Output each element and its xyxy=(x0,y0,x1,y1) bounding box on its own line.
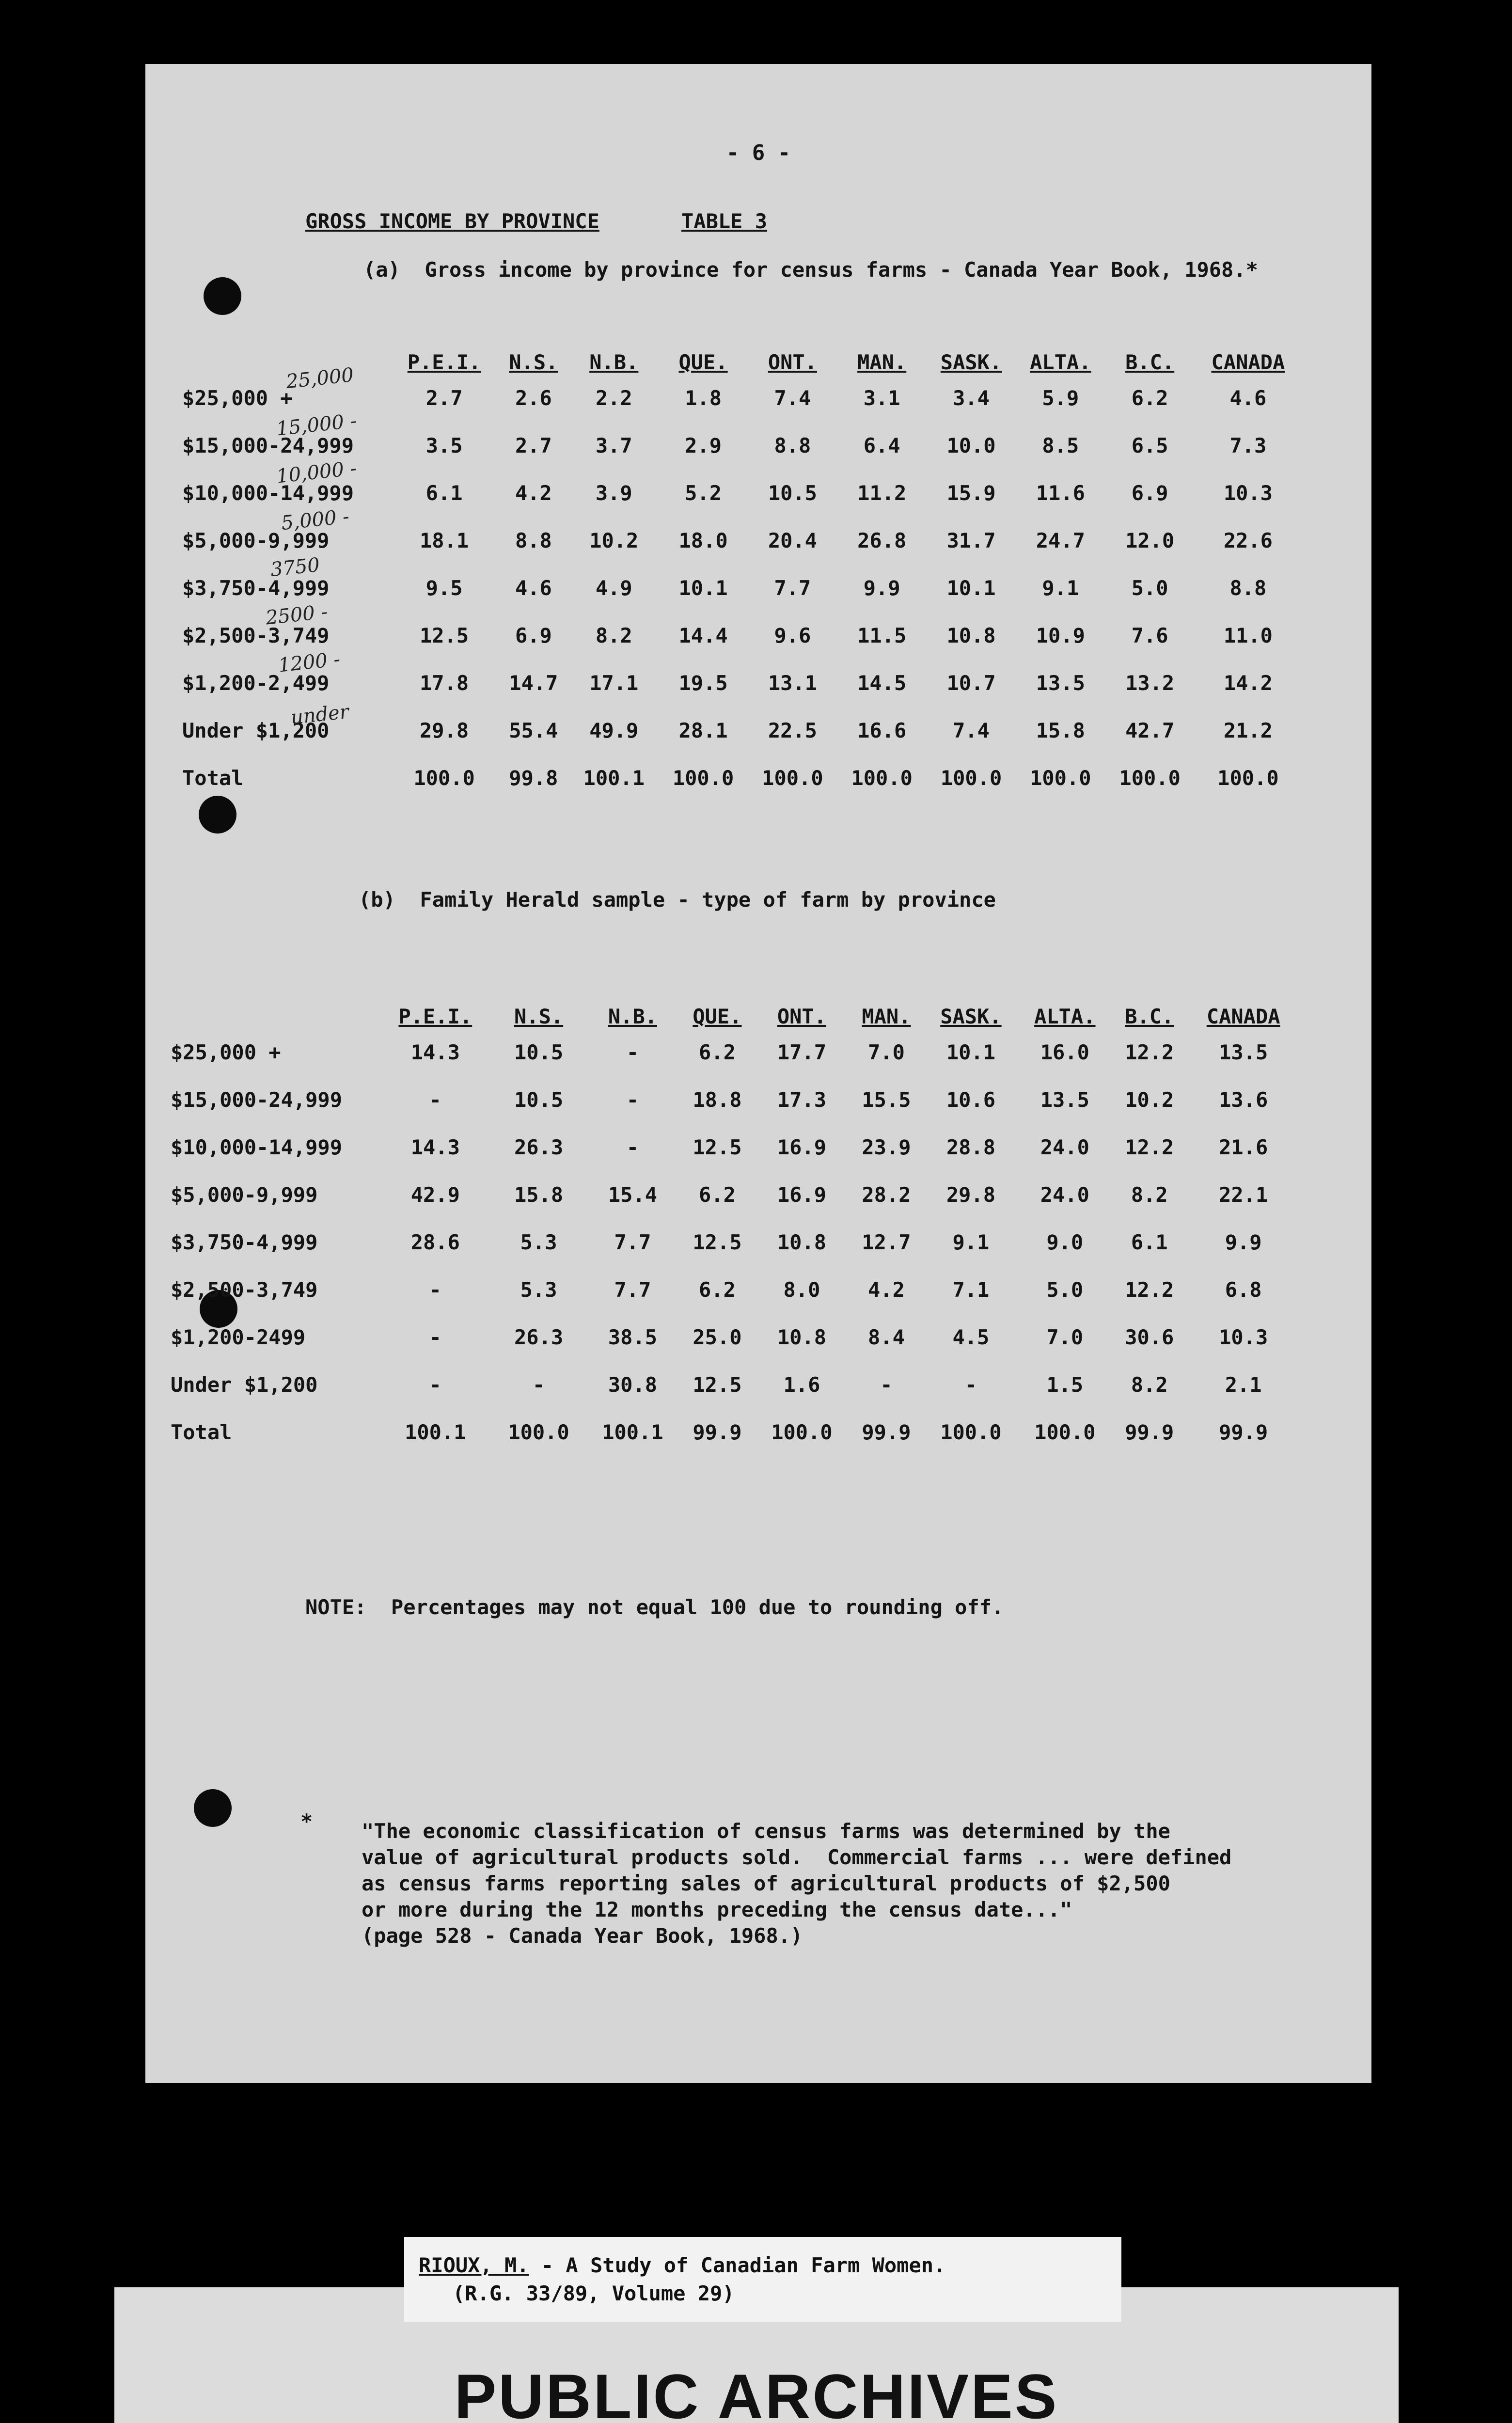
reference-author: RIOUX, M. xyxy=(419,2253,529,2277)
table-cell: 31.7 xyxy=(946,528,996,552)
table-cell: 100.0 xyxy=(771,1420,833,1444)
table-cell: 24.0 xyxy=(1040,1182,1089,1207)
row-label: $1,200-2,499 xyxy=(182,671,330,695)
table-cell: 24.7 xyxy=(1036,528,1085,552)
row-label: $5,000-9,999 xyxy=(171,1182,318,1207)
table-cell: 29.8 xyxy=(420,718,469,742)
table-cell: 6.1 xyxy=(425,481,463,505)
table-cell: 100.0 xyxy=(1030,766,1091,790)
table-row xyxy=(171,1171,1300,1218)
column-header-sask: SASK. xyxy=(940,1005,1002,1028)
table-cell: 26.8 xyxy=(857,528,907,552)
table-cell: 100.0 xyxy=(413,766,475,790)
table-cell: 7.7 xyxy=(614,1277,651,1302)
table-cell: 10.3 xyxy=(1219,1325,1268,1349)
table-cell: 29.8 xyxy=(946,1182,995,1207)
table-cell: 18.1 xyxy=(420,528,469,552)
table-cell: 3.4 xyxy=(953,386,990,410)
table-cell: - xyxy=(880,1372,893,1397)
table-cell: 4.5 xyxy=(952,1325,990,1349)
table-cell: 5.9 xyxy=(1042,386,1079,410)
table-cell: 10.8 xyxy=(777,1325,827,1349)
table-cell: 1.5 xyxy=(1046,1372,1084,1397)
handwritten-note: 2500 - xyxy=(264,600,329,629)
table-cell: 9.9 xyxy=(863,576,900,600)
table-cell: 16.9 xyxy=(777,1135,827,1159)
table-cell: 4.2 xyxy=(515,481,552,505)
table-cell: 8.2 xyxy=(1131,1182,1168,1207)
column-header-nb: N.B. xyxy=(608,1005,658,1028)
row-label: $25,000 + xyxy=(171,1040,281,1064)
table-cell: 9.1 xyxy=(1042,576,1079,600)
column-header-canada: CANADA xyxy=(1206,1005,1280,1028)
table-cell: 15.4 xyxy=(608,1182,658,1207)
table-row xyxy=(182,564,1302,612)
table-cell: 10.1 xyxy=(946,1040,995,1064)
table-cell: 8.0 xyxy=(783,1277,820,1302)
table-cell: 99.9 xyxy=(693,1420,742,1444)
table-row xyxy=(182,517,1302,564)
table-cell: 12.2 xyxy=(1125,1040,1174,1064)
table-cell: 2.9 xyxy=(685,433,722,457)
table-row xyxy=(182,612,1302,659)
row-label: $10,000-14,999 xyxy=(171,1135,343,1159)
table-cell: 14.3 xyxy=(410,1135,460,1159)
table-cell: 8.8 xyxy=(515,528,552,552)
table-cell: 12.2 xyxy=(1125,1277,1174,1302)
reference-citation xyxy=(419,2253,945,2277)
table-cell: 100.0 xyxy=(851,766,913,790)
table-cell: 6.1 xyxy=(1131,1230,1168,1254)
column-header-pei: P.E.I. xyxy=(407,350,481,374)
table-cell: 12.5 xyxy=(693,1230,742,1254)
table-cell: 12.0 xyxy=(1125,528,1175,552)
table-cell: 100.1 xyxy=(602,1420,663,1444)
table-cell: 22.5 xyxy=(768,718,817,742)
table-cell: 1.6 xyxy=(783,1372,820,1397)
table-cell: 100.0 xyxy=(940,1420,1002,1444)
column-header-nb: N.B. xyxy=(589,350,639,374)
table-cell: 19.5 xyxy=(678,671,728,695)
table-cell: 4.9 xyxy=(595,576,632,600)
column-header-ont: ONT. xyxy=(777,1005,827,1028)
table-cell: 5.3 xyxy=(520,1230,557,1254)
table-cell: - xyxy=(626,1040,639,1064)
handwritten-note: under xyxy=(289,700,350,729)
table-cell: 1.8 xyxy=(685,386,722,410)
table-cell: 5.0 xyxy=(1046,1277,1084,1302)
column-header-pei: P.E.I. xyxy=(398,1005,472,1028)
table-cell: 26.3 xyxy=(514,1135,564,1159)
table-row xyxy=(171,1313,1300,1361)
table-row xyxy=(182,659,1302,707)
table-cell: 18.8 xyxy=(693,1087,742,1112)
table-cell: 8.4 xyxy=(868,1325,905,1349)
table-cell: - xyxy=(532,1372,545,1397)
table-cell: 7.1 xyxy=(952,1277,990,1302)
table-cell: 9.5 xyxy=(425,576,463,600)
table-cell: - xyxy=(964,1372,977,1397)
column-header-man: MAN. xyxy=(857,350,907,374)
table-cell: 100.0 xyxy=(1217,766,1279,790)
table-cell: 8.2 xyxy=(1131,1372,1168,1397)
table-cell: 6.9 xyxy=(515,623,552,647)
table-cell: 8.5 xyxy=(1042,433,1079,457)
table-cell: 10.6 xyxy=(946,1087,995,1112)
row-label: $15,000-24,999 xyxy=(171,1087,343,1112)
row-label: $1,200-2499 xyxy=(171,1325,306,1349)
reference-record-group: (R.G. 33/89, Volume 29) xyxy=(453,2281,735,2305)
table-row xyxy=(171,1123,1300,1171)
row-label: $15,000-24,999 xyxy=(182,433,354,457)
table-cell: 10.0 xyxy=(946,433,996,457)
table-cell: 7.7 xyxy=(774,576,811,600)
table-row xyxy=(171,1361,1300,1408)
table-cell: 22.1 xyxy=(1219,1182,1268,1207)
row-label: $2,500-3,749 xyxy=(171,1277,318,1302)
table-cell: 13.2 xyxy=(1125,671,1175,695)
table-cell: 8.8 xyxy=(774,433,811,457)
table-cell: 2.1 xyxy=(1225,1372,1262,1397)
handwritten-note: 15,000 - xyxy=(275,409,358,441)
table-cell: 16.0 xyxy=(1040,1040,1089,1064)
table-cell: 4.6 xyxy=(1229,386,1267,410)
row-label: Total xyxy=(171,1420,232,1444)
table-cell: 2.6 xyxy=(515,386,552,410)
row-label: Total xyxy=(182,766,244,790)
table-cell: 15.8 xyxy=(1036,718,1085,742)
row-label: $25,000 + xyxy=(182,386,293,410)
row-label: $3,750-4,999 xyxy=(182,576,330,600)
table-cell: 55.4 xyxy=(509,718,558,742)
report-title: GROSS INCOME BY PROVINCE xyxy=(305,209,599,233)
table-cell: 16.6 xyxy=(857,718,907,742)
table-cell: 7.6 xyxy=(1131,623,1168,647)
table-cell: - xyxy=(626,1135,639,1159)
table-cell: 42.9 xyxy=(410,1182,460,1207)
table-label: TABLE 3 xyxy=(681,209,768,233)
table-cell: 11.6 xyxy=(1036,481,1085,505)
table-cell: - xyxy=(429,1087,441,1112)
table-cell: 3.5 xyxy=(425,433,463,457)
table-cell: 6.4 xyxy=(863,433,900,457)
table-cell: 6.2 xyxy=(699,1277,736,1302)
table-cell: 100.0 xyxy=(762,766,823,790)
column-header-bc: B.C. xyxy=(1125,350,1175,374)
row-label: Under $1,200 xyxy=(182,718,330,742)
table-cell: 24.0 xyxy=(1040,1135,1089,1159)
table-cell: 18.0 xyxy=(678,528,728,552)
table-cell: 100.0 xyxy=(1034,1420,1096,1444)
table-cell: 11.0 xyxy=(1223,623,1273,647)
table-cell: 7.7 xyxy=(614,1230,651,1254)
table-cell: 2.2 xyxy=(595,386,632,410)
table-cell: 10.2 xyxy=(589,528,639,552)
table-cell: 11.2 xyxy=(857,481,907,505)
table-cell: 15.5 xyxy=(862,1087,911,1112)
table-cell: 10.1 xyxy=(946,576,996,600)
table-a-caption: (a) Gross income by province for census farms - Canada Year Book, 1968.* xyxy=(363,258,1258,282)
row-label: $5,000-9,999 xyxy=(182,528,330,552)
table-cell: 10.9 xyxy=(1036,623,1085,647)
rounding-note: NOTE: Percentages may not equal 100 due to rounding off. xyxy=(305,1595,1004,1619)
table-cell: 12.5 xyxy=(693,1372,742,1397)
handwritten-note: 10,000 - xyxy=(275,457,358,488)
table-cell: - xyxy=(626,1087,639,1112)
table-a-header-label xyxy=(182,321,391,374)
table-cell: 22.6 xyxy=(1223,528,1273,552)
table-cell: 30.6 xyxy=(1125,1325,1174,1349)
table-cell: 12.5 xyxy=(693,1135,742,1159)
table-cell: - xyxy=(429,1372,441,1397)
column-header-ns: N.S. xyxy=(509,350,558,374)
table-cell: 3.1 xyxy=(863,386,900,410)
document-page xyxy=(145,64,1371,2083)
table-cell: 14.5 xyxy=(857,671,907,695)
table-cell: 6.2 xyxy=(1131,386,1168,410)
table-cell: 13.1 xyxy=(768,671,817,695)
table-cell: 4.6 xyxy=(515,576,552,600)
table-cell: 3.9 xyxy=(595,481,632,505)
row-label: $3,750-4,999 xyxy=(171,1230,318,1254)
table-cell: 28.6 xyxy=(410,1230,460,1254)
punch-hole xyxy=(194,1789,232,1827)
table-cell: 100.0 xyxy=(672,766,734,790)
footnote-marker: * xyxy=(300,1809,313,1833)
table-cell: 14.7 xyxy=(509,671,558,695)
table-cell: 9.9 xyxy=(1225,1230,1262,1254)
column-header-ont: ONT. xyxy=(768,350,817,374)
column-header-que: QUE. xyxy=(678,350,728,374)
table-cell: 14.4 xyxy=(678,623,728,647)
table-cell: 23.9 xyxy=(862,1135,911,1159)
table-cell: 3.7 xyxy=(595,433,632,457)
page-number: - 6 - xyxy=(726,141,791,165)
table-cell: 6.9 xyxy=(1131,481,1168,505)
column-header-canada: CANADA xyxy=(1211,350,1285,374)
handwritten-note: 25,000 xyxy=(284,363,355,393)
table-cell: 2.7 xyxy=(515,433,552,457)
table-cell: 10.5 xyxy=(514,1040,564,1064)
row-label: Under $1,200 xyxy=(171,1372,318,1397)
table-cell: 28.2 xyxy=(862,1182,911,1207)
table-cell: 15.8 xyxy=(514,1182,564,1207)
table-a xyxy=(182,321,1302,802)
column-header-alta: ALTA. xyxy=(1030,350,1091,374)
row-label: $2,500-3,749 xyxy=(182,623,330,647)
table-cell: 9.1 xyxy=(952,1230,990,1254)
column-header-sask: SASK. xyxy=(940,350,1002,374)
reference-title: - A Study of Canadian Farm Women. xyxy=(529,2253,946,2277)
table-cell: 10.7 xyxy=(946,671,996,695)
table-b-caption: (b) Family Herald sample - type of farm by province xyxy=(359,888,996,912)
table-cell: 10.1 xyxy=(678,576,728,600)
column-header-alta: ALTA. xyxy=(1034,1005,1096,1028)
table-cell: 7.4 xyxy=(774,386,811,410)
table-cell: 28.8 xyxy=(946,1135,995,1159)
handwritten-note: 5,000 - xyxy=(280,505,350,535)
table-cell: 12.5 xyxy=(420,623,469,647)
table-cell: 8.2 xyxy=(595,623,632,647)
table-cell: 12.7 xyxy=(862,1230,911,1254)
table-row xyxy=(171,1218,1300,1266)
table-cell: 13.5 xyxy=(1040,1087,1089,1112)
table-cell: 10.8 xyxy=(946,623,996,647)
table-cell: 42.7 xyxy=(1125,718,1175,742)
table-cell: 8.8 xyxy=(1229,576,1267,600)
handwritten-note: 3750 xyxy=(269,553,321,582)
stamp-line-public-archives: PUBLIC ARCHIVES xyxy=(454,2361,1059,2423)
table-cell: 5.0 xyxy=(1131,576,1168,600)
table-cell: 100.0 xyxy=(1119,766,1181,790)
column-header-ns: N.S. xyxy=(514,1005,564,1028)
table-cell: 7.0 xyxy=(868,1040,905,1064)
table-cell: 13.5 xyxy=(1219,1040,1268,1064)
table-cell: 17.3 xyxy=(777,1087,827,1112)
table-cell: 7.0 xyxy=(1046,1325,1084,1349)
handwritten-note: 1200 - xyxy=(277,648,342,677)
table-b-header-row xyxy=(171,975,1300,1028)
archive-reference-label xyxy=(404,2237,1121,2322)
table-cell: 21.6 xyxy=(1219,1135,1268,1159)
table-b xyxy=(171,975,1300,1456)
table-row xyxy=(171,1266,1300,1313)
table-cell: 10.8 xyxy=(777,1230,827,1254)
table-cell: 100.0 xyxy=(940,766,1002,790)
table-row xyxy=(171,1076,1300,1123)
table-cell: 2.7 xyxy=(425,386,463,410)
table-cell: 6.5 xyxy=(1131,433,1168,457)
table-cell: 10.5 xyxy=(514,1087,564,1112)
table-cell: 99.8 xyxy=(509,766,558,790)
table-cell: 7.4 xyxy=(953,718,990,742)
row-label: $10,000-14,999 xyxy=(182,481,354,505)
table-cell: 100.1 xyxy=(583,766,645,790)
table-cell: 49.9 xyxy=(589,718,639,742)
table-cell: 6.8 xyxy=(1225,1277,1262,1302)
table-cell: 99.9 xyxy=(1219,1420,1268,1444)
table-cell: 99.9 xyxy=(1125,1420,1174,1444)
table-cell: 5.2 xyxy=(685,481,722,505)
table-cell: 9.0 xyxy=(1046,1230,1084,1254)
table-row xyxy=(171,1408,1300,1456)
table-cell: 10.3 xyxy=(1223,481,1273,505)
table-cell: 16.9 xyxy=(777,1182,827,1207)
table-cell: - xyxy=(429,1277,441,1302)
table-cell: 12.2 xyxy=(1125,1135,1174,1159)
table-cell: 13.5 xyxy=(1036,671,1085,695)
footnote-text: "The economic classification of census farms was determined by the value of agricultural products sold. Commercial farms ... were defined as census farms reporting sales of agricultural products of $2,500 or more during the 12 months preceding the census date..." (page 528 - Canada Year Book, 1968.) xyxy=(362,1819,1232,1948)
table-cell: 25.0 xyxy=(693,1325,742,1349)
column-header-que: QUE. xyxy=(693,1005,742,1028)
table-cell: 17.1 xyxy=(589,671,639,695)
table-cell: 100.1 xyxy=(405,1420,466,1444)
table-cell: - xyxy=(429,1325,441,1349)
punch-hole xyxy=(204,277,241,315)
table-cell: 7.3 xyxy=(1229,433,1267,457)
table-cell: 4.2 xyxy=(868,1277,905,1302)
table-cell: 5.3 xyxy=(520,1277,557,1302)
table-row xyxy=(171,1028,1300,1076)
table-cell: 100.0 xyxy=(508,1420,569,1444)
table-cell: 17.8 xyxy=(420,671,469,695)
table-cell: 11.5 xyxy=(857,623,907,647)
table-cell: 15.9 xyxy=(946,481,996,505)
table-row xyxy=(182,754,1302,802)
table-cell: 14.3 xyxy=(410,1040,460,1064)
table-cell: 21.2 xyxy=(1223,718,1273,742)
table-cell: 28.1 xyxy=(678,718,728,742)
table-cell: 10.5 xyxy=(768,481,817,505)
table-cell: 6.2 xyxy=(699,1182,736,1207)
table-cell: 9.6 xyxy=(774,623,811,647)
table-row xyxy=(182,707,1302,754)
table-cell: 38.5 xyxy=(608,1325,658,1349)
table-cell: 13.6 xyxy=(1219,1087,1268,1112)
column-header-bc: B.C. xyxy=(1125,1005,1174,1028)
column-header-man: MAN. xyxy=(862,1005,911,1028)
table-cell: 10.2 xyxy=(1125,1087,1174,1112)
table-cell: 14.2 xyxy=(1223,671,1273,695)
table-cell: 6.2 xyxy=(699,1040,736,1064)
table-cell: 26.3 xyxy=(514,1325,564,1349)
table-cell: 20.4 xyxy=(768,528,817,552)
table-cell: 17.7 xyxy=(777,1040,827,1064)
table-cell: 30.8 xyxy=(608,1372,658,1397)
table-cell: 99.9 xyxy=(862,1420,911,1444)
table-b-header-label xyxy=(171,975,379,1028)
